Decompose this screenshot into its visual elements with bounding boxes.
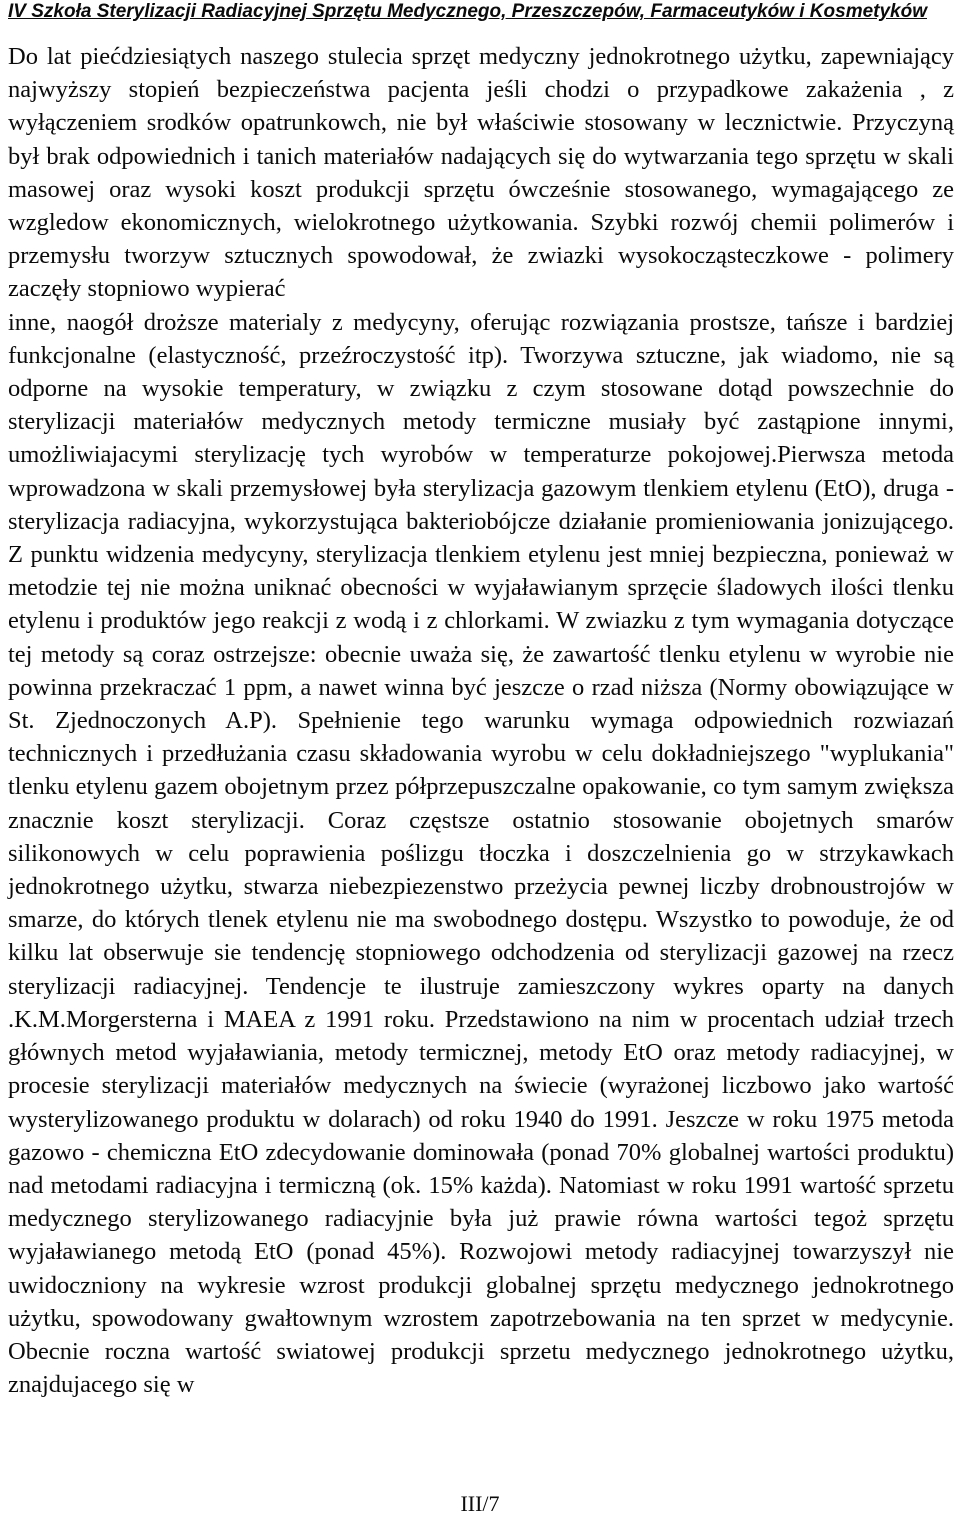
body-text: [8, 40, 954, 1401]
paragraph-1: Do lat piećdziesiątych naszego stulecia sprzęt medyczny jednokrotnego użytku, zapewniający najwyższy stopień bezpieczeństwa pacjenta jeśli chodzi o przypadkowe zakażenia , z wyłączeniem srodków opatrunkowch, nie był właściwie stosowany w lecznictwie. Przyczyną był brak odpowiednich i tanich materiałów nadających się do wytwarzania tego sprzętu w skali masowej oraz wysoki koszt produkcji sprzętu ówcześnie stosowanego, wymagającego ze wzgledow ekonomicznych, wielokrotnego użytkowania. Szybki rozwój chemii polimerów i przemysłu tworzyw sztucznych spowodował, że zwiazki wysokocząsteczkowe - polimery zaczęły stopniowo wypierać: [8, 43, 954, 303]
running-header: IV Szkoła Sterylizacji Radiacyjnej Sprzętu Medycznego, Przeszczepów, Farmaceutyków i Kosmetyków: [8, 1, 927, 22]
page-number: III/7: [460, 1491, 500, 1516]
paragraph-2: inne, naogół droższe materialy z medycyny, oferując rozwiązania prostsze, tańsze i bardziej funkcjonalne (elastyczność, przeźroczystość itp). Tworzywa sztuczne, jak wiadomo, nie są odporne na wysokie temperatury, w związku z czym stosowane dotąd powszechnie do sterylizacji materiałów medycznych metody termiczne musiały być zastąpione innymi, umożliwiajacymi sterylizację tych wyrobów w temperaturze pokojowej.Pierwsza metoda wprowadzona w skali przemysłowej była sterylizacja gazowym tlenkiem etylenu (EtO), druga -sterylizacja radiacyjna, wykorzystująca bakteriobójcze działanie promieniowania jonizującego. Z punktu widzenia medycyny, sterylizacja tlenkiem etylenu jest mniej bezpieczna, ponieważ w metodzie tej nie można uniknać obecności w wyjaławianym sprzęcie śladowych ilości tlenku etylenu i produktów jego reakcji z wodą i z chlorkami. W zwiazku z tym wymagania dotyczące tej metody są coraz ostrzejsze: obecnie uważa się, że zawartość tlenku etylenu w wyrobie nie powinna przekraczać 1 ppm, a nawet winna być jeszcze o rzad niższa (Normy obowiązujące w St. Zjednoczonych A.P). Spełnienie tego warunku wymaga odpowiednich rozwiazań technicznych i przedłużania czasu składowania wyrobu w celu dokładniejszego "wyplukania" tlenku etylenu gazem obojetnym przez półprzepuszczalne opakowanie, co tym samym zwiększa znacznie koszt sterylizacji. Coraz częstsze ostatnio stosowanie obojetnych smarów silikonowych w celu poprawienia poślizgu tłoczka i doszczelnienia go w strzykawkach jednokrotnego użytku, stwarza niebezpiezenstwo przeżycia pewnej liczby drobnoustrojów w smarze, do których tlenek etylenu nie ma swobodnego dostępu. Wszystko to powoduje, że od kilku lat obserwuje sie tendencję stopniowego odchodzenia od sterylizacji gazowej na rzecz sterylizacji radiacyjnej. Tendencje te ilustruje zamieszczony wykres oparty na danych .K.M.Morgersterna i MAEA z 1991 roku. Przedstawiono na nim w procentach udział trzech głównych metod wyjaławiania, metody termicznej, metody EtO oraz metody radiacyjnej, w procesie sterylizacji materiałów medycznych na świecie (wyrażonej liczbowo jako wartość wysterylizowanego produktu w dolarach) od roku 1940 do 1991. Jeszcze w roku 1975 metoda gazowo - chemiczna EtO zdecydowanie dominowała (ponad 70% globalnej wartości produktu) nad metodami radiacyjna i termiczną (ok. 15% każda). Natomiast w roku 1991 wartość sprzetu medycznego sterylizowanego radiacyjnie była już prawie równa wartości tegoż sprzętu wyjaławianego metodą EtO (ponad 45%). Rozwojowi metody radiacyjnej towarzyszył nie uwidoczniony na wykresie wzrost produkcji globalnej sprzętu medycznego jednokrotnego użytku, spowodowany gwałtownym wzrostem zapotrzebowania na ten sprzet w medycynie. Obecnie roczna wartość swiatowej produkcji sprzetu medycznego jednokrotnego użytku, znajdujacego się w: [8, 308, 954, 1399]
